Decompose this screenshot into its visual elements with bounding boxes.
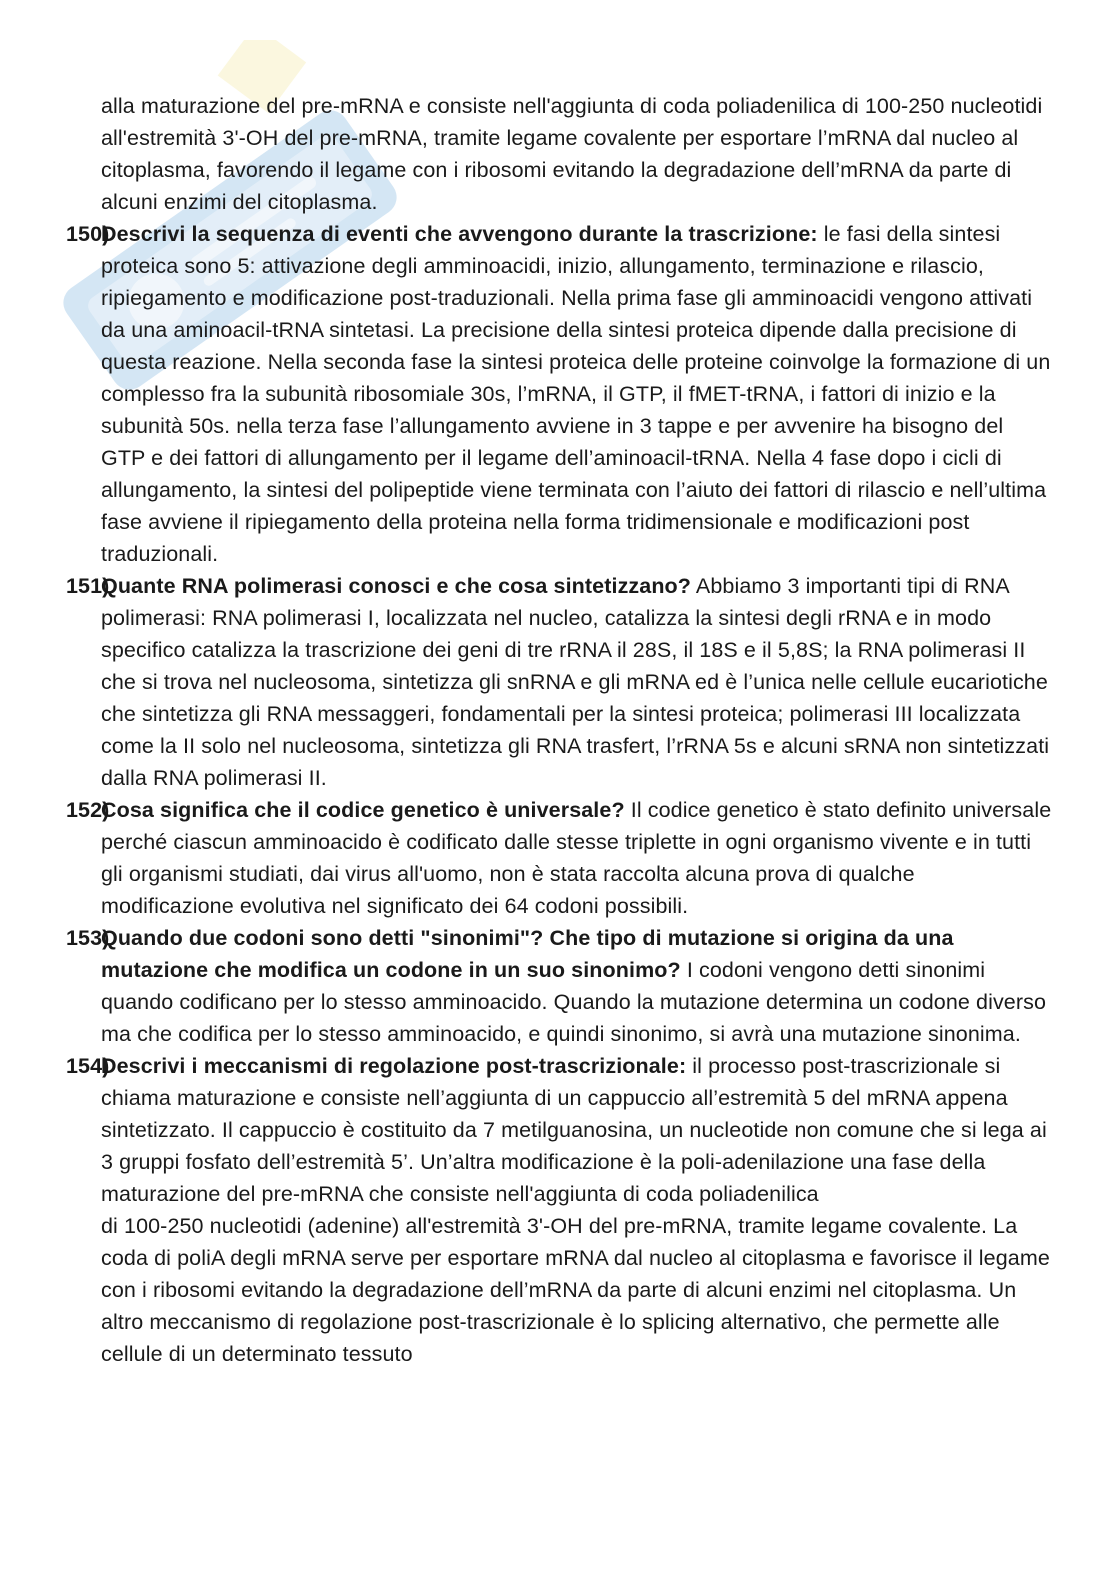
answer-text-continued: di 100-250 nucleotidi (adenine) all'estremità 3'-OH del pre-mRNA, tramite legame covalente. La coda di poliA degli mRNA serve per esportare mRNA dal nucleo al citoplasma e favorisce il legame con i ribosomi evitando la degradazione dell’mRNA da parte di alcuni enzimi nel citoplasma. Un altro meccanismo di regolazione post-trascrizionale è lo splicing alternativo, che permette alle cellule di un determinato tessuto: [101, 1214, 1050, 1366]
question-text: Quando due codoni sono detti "sinonimi"? Che tipo di mutazione si origina da una mutazione che modifica un codone in un suo sinonimo?: [101, 926, 954, 982]
question-item-150: [0, 218, 1116, 570]
question-item-151: [0, 570, 1116, 794]
question-text: Quante RNA polimerasi conosci e che cosa sintetizzano?: [101, 574, 692, 598]
answer-text: Abbiamo 3 importanti tipi di RNA polimerasi: RNA polimerasi I, localizzata nel nucleo, catalizza la sintesi degli rRNA e in modo specifico catalizza la trascrizione dei geni di tre rRNA il 28S, il 18S e il 5,8S; la RNA polimerasi II che si trova nel nucleosoma, sintetizza gli snRNA e gli mRNA ed è l’unica nelle cellule eucariotiche che sintetizza gli RNA messaggeri, fondamentali per la sintesi proteica; polimerasi III localizzata come la II solo nel nucleosoma, sintetizza gli RNA trasfert, l’rRNA 5s e alcuni sRNA non sintetizzati dalla RNA polimerasi II.: [101, 574, 1050, 790]
document-page: [0, 90, 1116, 1370]
question-item-153: [0, 922, 1116, 1050]
answer-text: il processo post-trascrizionale si chiama maturazione e consiste nell’aggiunta di un cappuccio all’estremità 5 del mRNA appena sintetizzato. Il cappuccio è costituito da 7 metilguanosina, un nucleotide non comune che si lega ai 3 gruppi fosfato dell’estremità 5’. Un’altra modificazione è la poli-adenilazione una fase della maturazione del pre-mRNA che consiste nell'aggiunta di coda poliadenilica: [101, 1054, 1047, 1206]
question-text: Descrivi la sequenza di eventi che avvengono durante la trascrizione:: [101, 222, 818, 246]
question-number: 152): [66, 798, 110, 822]
question-number: 150): [66, 222, 110, 246]
question-number: 153): [66, 926, 110, 950]
question-text: Descrivi i meccanismi di regolazione post-trascrizionale:: [101, 1054, 687, 1078]
question-number: 151): [66, 574, 110, 598]
answer-text: Il codice genetico è stato definito universale perché ciascun amminoacido è codificato dalle stesse triplette in ogni organismo vivente e in tutti gli organismi studiati, dai virus all'uomo, non è stata raccolta alcuna prova di qualche modificazione evolutiva nel significato dei 64 codoni possibili.: [101, 798, 1052, 918]
question-number: 154): [66, 1054, 110, 1078]
answer-text: I codoni vengono detti sinonimi quando codificano per lo stesso amminoacido. Quando la mutazione determina un codone diverso ma che codifica per lo stesso amminoacido, e quindi sinonimo, si avrà una mutazione sinonima.: [101, 958, 1047, 1046]
answer-text: le fasi della sintesi proteica sono 5: attivazione degli amminoacidi, inizio, allungamento, terminazione e rilascio, ripiegamento e modificazione post-traduzionali. Nella prima fase gli amminoacidi vengono attivati da una aminoacil-tRNA sintetasi. La precisione della sintesi proteica dipende dalla precisione di questa reazione. Nella seconda fase la sintesi proteica delle proteine coinvolge la formazione di un complesso fra la subunità ribosomiale 30s, l’mRNA, il GTP, il fMET-tRNA, i fattori di inizio e la subunità 50s. nella terza fase l’allungamento avviene in 3 tappe e per avvenire ha bisogno del GTP e dei fattori di allungamento per il legame dell’aminoacil-tRNA. Nella 4 fase dopo i cicli di allungamento, la sintesi del polipeptide viene terminata con l’aiuto dei fattori di rilascio e nell’ultima fase avviene il ripiegamento della proteina nella forma tridimensionale e modificazioni post traduzionali.: [101, 222, 1051, 566]
question-item-152: [0, 794, 1116, 922]
question-item-154: [0, 1050, 1116, 1370]
intro-paragraph: alla maturazione del pre-mRNA e consiste nell'aggiunta di coda poliadenilica di 100-250 nucleotidi all'estremità 3'-OH del pre-mRNA, tramite legame covalente per esportare l’mRNA dal nucleo al citoplasma, favorendo il legame con i ribosomi evitando la degradazione dell’mRNA da parte di alcuni enzimi del citoplasma.: [101, 94, 1043, 214]
question-text: Cosa significa che il codice genetico è universale?: [101, 798, 625, 822]
